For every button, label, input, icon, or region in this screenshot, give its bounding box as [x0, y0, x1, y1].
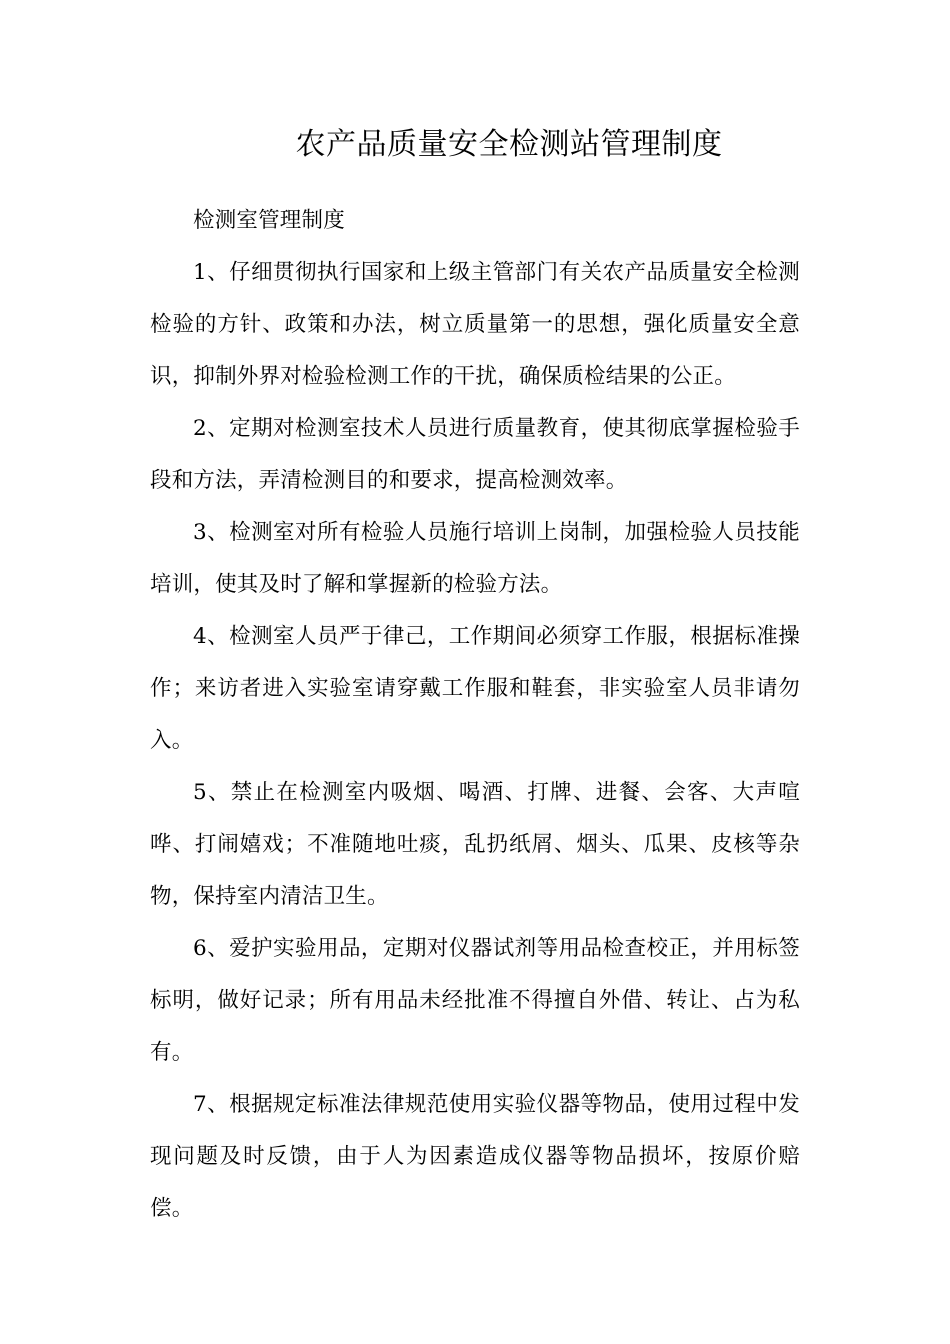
paragraph-4: 4、检测室人员严于律己，工作期间必须穿工作服，根据标准操作；来访者进入实验室请穿戴工作服和鞋套，非实验室人员非请勿入。: [150, 624, 800, 753]
paragraph-1: 1、仔细贯彻执行国家和上级主管部门有关农产品质量安全检测检验的方针、政策和办法，树立质量第一的思想，强化质量安全意识，抑制外界对检验检测工作的干扰，确保质检结果的公正。: [150, 260, 800, 389]
paragraph-6: 6、爱护实验用品，定期对仪器试剂等用品检查校正，并用标签标明，做好记录；所有用品未经批准不得擅自外借、转让、占为私有。: [150, 936, 800, 1065]
paragraph-3: 3、检测室对所有检验人员施行培训上岗制，加强检验人员技能培训，使其及时了解和掌握新的检验方法。: [150, 520, 800, 597]
document-body: [150, 195, 800, 1235]
paragraph-5: 5、禁止在检测室内吸烟、喝酒、打牌、进餐、会客、大声喧哗、打闹嬉戏；不准随地吐痰，乱扔纸屑、烟头、瓜果、皮核等杂物，保持室内清洁卫生。: [150, 780, 800, 909]
document-title: 农产品质量安全检测站管理制度: [295, 127, 723, 162]
paragraph-7: 7、根据规定标准法律规范使用实验仪器等物品，使用过程中发现问题及时反馈，由于人为因素造成仪器等物品损坏，按原价赔偿。: [150, 1092, 800, 1221]
paragraph-2: 2、定期对检测室技术人员进行质量教育，使其彻底掌握检验手段和方法，弄清检测目的和要求，提高检测效率。: [150, 416, 800, 493]
section-heading: 检测室管理制度: [193, 208, 345, 233]
